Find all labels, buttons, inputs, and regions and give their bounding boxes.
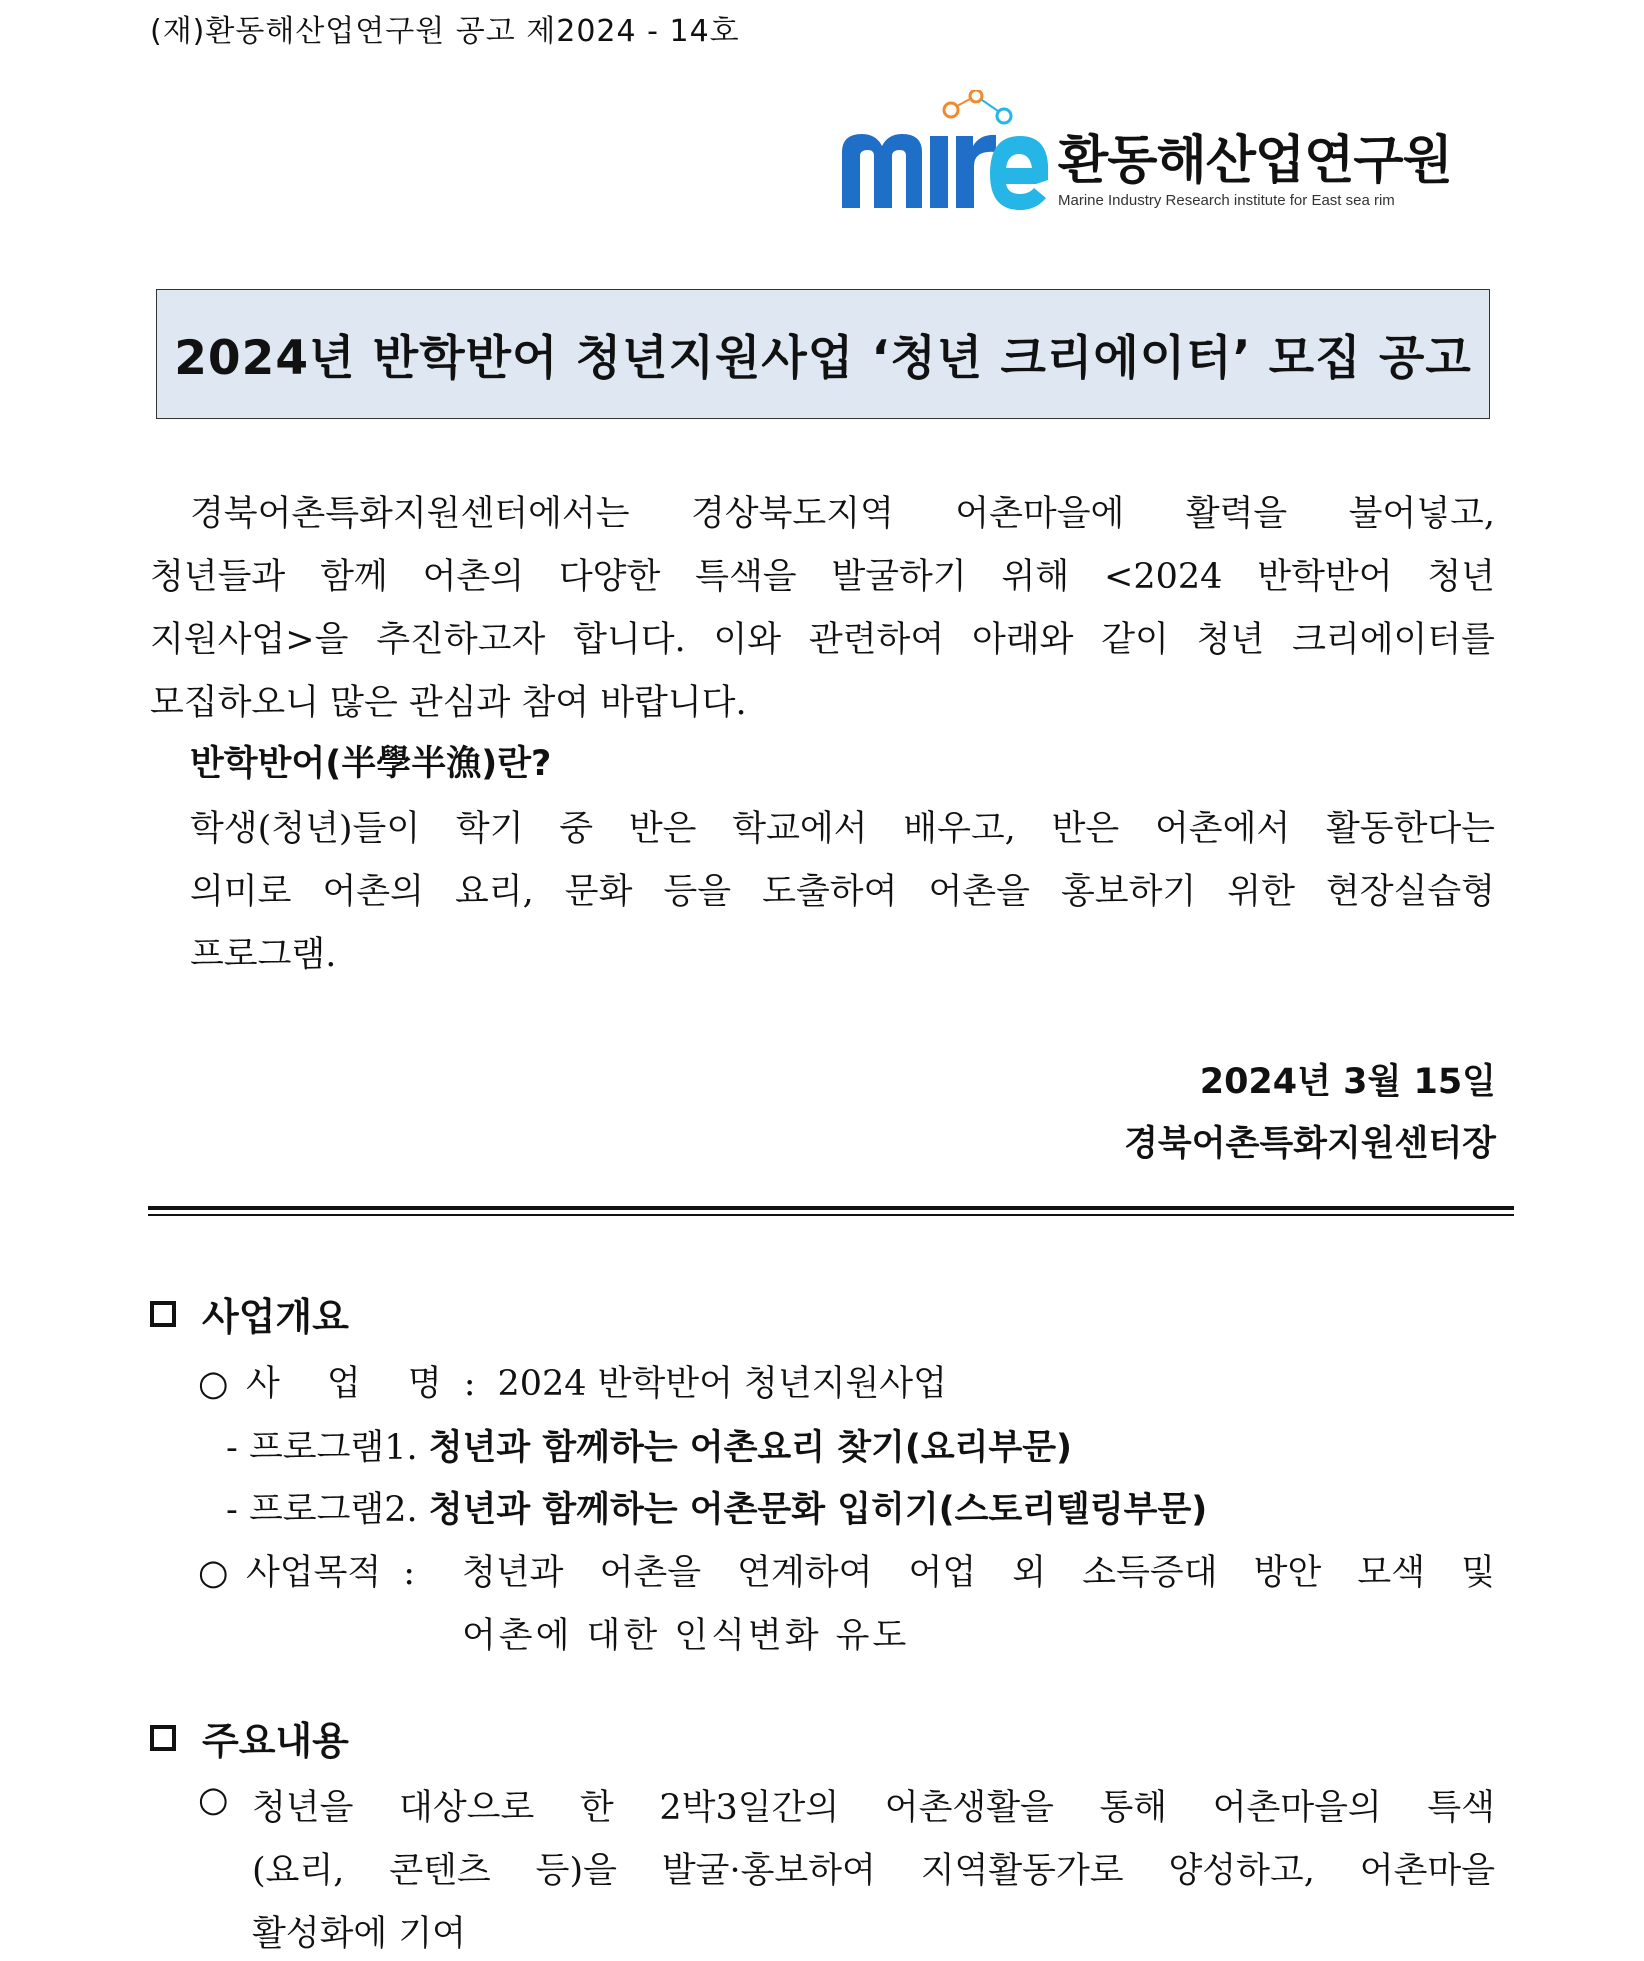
intro-line: 모집하오니 많은 관심과 참여 바랍니다.: [150, 683, 747, 723]
circle-bullet-icon: ○: [198, 1553, 229, 1593]
notice-number: (재)환동해산업연구원 공고 제2024 - 14호: [150, 14, 740, 49]
intro-line: 경북어촌특화지원센터에서는 경상북도지역 어촌마을에 활력을 불어넣고,: [190, 494, 1495, 534]
program1-row: [226, 1420, 1072, 1470]
circle-bullet-icon: ○: [198, 1364, 229, 1404]
section-heading-overview: [150, 1286, 349, 1341]
section-divider: [148, 1206, 1514, 1210]
program2-value: 청년과 함께하는 어촌문화 입히기(스토리텔링부문): [428, 1490, 1208, 1530]
program2-prefix: - 프로그램2.: [226, 1490, 418, 1530]
program1-prefix: - 프로그램1.: [226, 1428, 418, 1468]
definition-body: [190, 798, 1495, 987]
mire-logo-mark: [836, 90, 1056, 220]
institute-name-ko: 환동해산업연구원: [1058, 131, 1452, 191]
definition-line: 프로그램.: [190, 935, 337, 975]
section-heading-text: 주요내용: [202, 1719, 349, 1763]
circle-bullet-icon: ○: [198, 1780, 229, 1820]
main-content-line-1: [252, 1780, 1495, 1830]
program2-row: [226, 1482, 1207, 1532]
separator: :: [403, 1553, 416, 1593]
definition-line: 학생(청년)들이 학기 중 반은 학교에서 배우고, 반은 어촌에서 활동한다는: [190, 809, 1495, 849]
main-content-line: 활성화에 기여: [252, 1914, 466, 1954]
institute-logo: [836, 90, 1452, 220]
business-purpose-row: [198, 1545, 437, 1595]
definition-line: 의미로 어촌의 요리, 문화 등을 도출하여 어촌을 홍보하기 위한 현장실습형: [190, 872, 1495, 912]
intro-paragraph: [150, 483, 1495, 735]
main-content-line: 청년을 대상으로 한 2박3일간의 어촌생활을 통해 어촌마을의 특색: [252, 1788, 1495, 1828]
title-box: [156, 289, 1490, 419]
notice-date: 2024년 3월 15일: [1199, 1062, 1496, 1102]
intro-line: 지원사업>을 추진하고자 합니다. 이와 관련하여 아래와 같이 청년 크리에이터를: [150, 620, 1495, 660]
purpose-line: 어촌에 대한 인식변화 유도: [462, 1616, 910, 1656]
business-purpose-value-cont: [462, 1608, 909, 1658]
main-content-line-3: [252, 1906, 466, 1956]
section-divider-thin: [148, 1214, 1514, 1216]
business-name-label: 사 업 명: [246, 1364, 460, 1404]
definition-heading: 반학반어(半學半漁)란?: [190, 744, 552, 784]
separator: :: [463, 1364, 476, 1404]
intro-line: 청년들과 함께 어촌의 다양한 특색을 발굴하기 위해 <2024 반학반어 청년: [150, 557, 1495, 597]
main-content-bullet: [198, 1780, 246, 1820]
purpose-line: 청년과 어촌을 연계하여 어업 외 소득증대 방안 모색 및: [462, 1553, 1495, 1593]
checkbox-square-icon: [150, 1301, 176, 1327]
main-content-line: (요리, 콘텐츠 등)을 발굴·홍보하여 지역활동가로 양성하고, 어촌마을: [252, 1851, 1495, 1891]
business-name-row: [198, 1356, 947, 1406]
checkbox-square-icon: [150, 1725, 176, 1751]
program1-value: 청년과 함께하는 어촌요리 찾기(요리부문): [428, 1428, 1073, 1468]
section-heading-main-content: [150, 1710, 349, 1765]
business-purpose-label: 사업목적: [246, 1553, 382, 1593]
page-title: 2024년 반학반어 청년지원사업 ‘청년 크리에이터’ 모집 공고: [174, 330, 1472, 386]
business-purpose-value: [462, 1545, 1495, 1595]
signer-name: 경북어촌특화지원센터장: [1124, 1124, 1496, 1164]
section-heading-text: 사업개요: [202, 1295, 349, 1339]
main-content-line-2: [252, 1843, 1495, 1893]
institute-name-en: Marine Industry Research institute for East sea rim: [1058, 192, 1395, 209]
business-name-value: 2024 반학반어 청년지원사업: [497, 1364, 947, 1404]
